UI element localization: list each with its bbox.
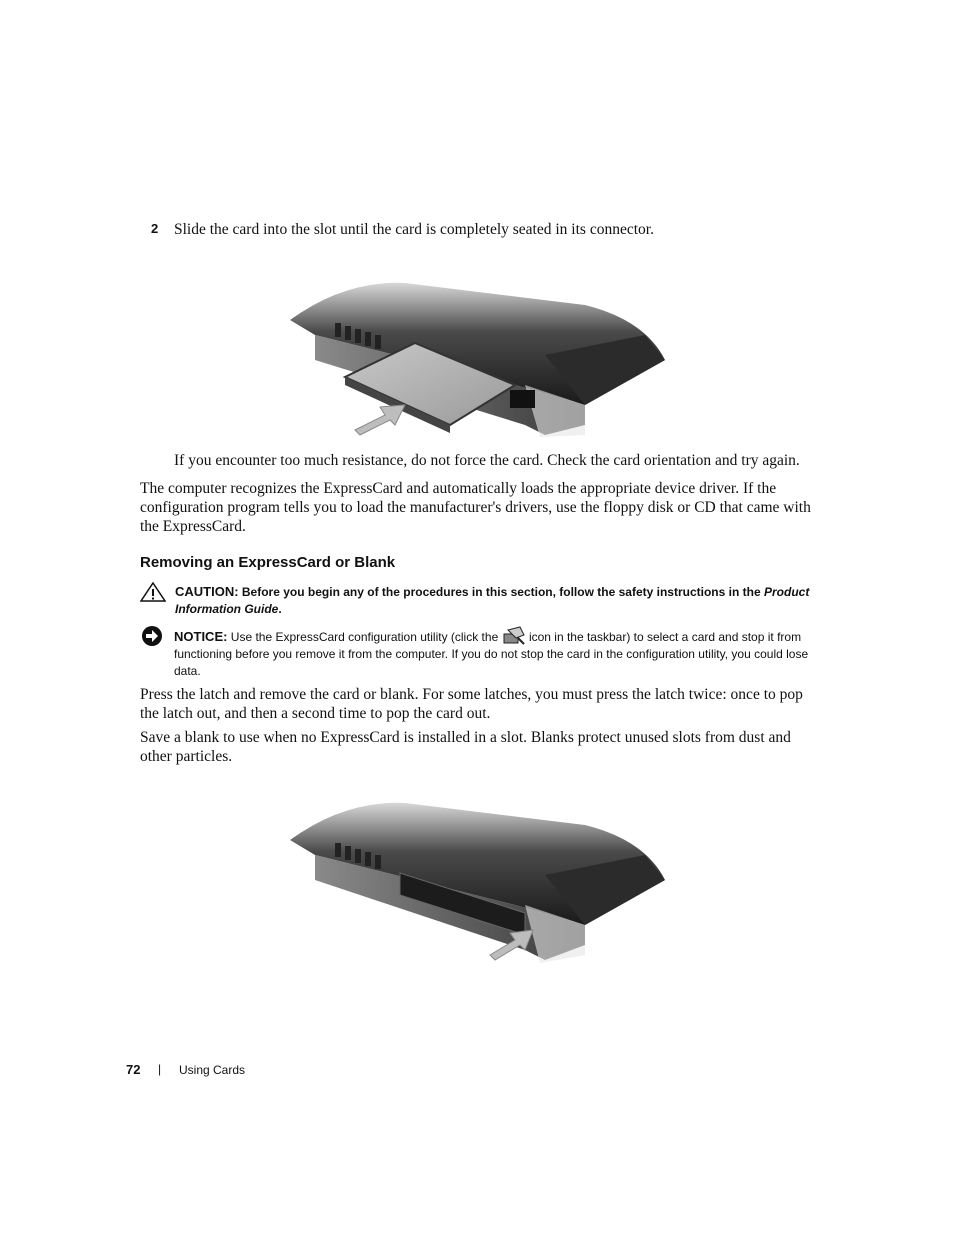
- save-blank-paragraph: Save a blank to use when no ExpressCard is installed in a slot. Blanks protect unused slots from dust and other particles.: [140, 729, 791, 765]
- resistance-note: If you encounter too much resistance, do not force the card. Check the card orientation and try again.: [174, 452, 800, 469]
- caution-guide-title: Product Information Guide: [175, 585, 810, 616]
- notice-text-end: icon in the taskbar) to select a card and stop it from functioning before you remove it from the computer. If you do not stop the card in the configuration utility, you could lose data.: [174, 630, 809, 678]
- notice-label: NOTICE:: [174, 629, 228, 644]
- footer-section: Using Cards: [179, 1063, 246, 1077]
- caution-block: [175, 583, 815, 618]
- recognize-paragraph: The computer recognizes the ExpressCard and automatically loads the appropriate device driver. If the configuration program tells you to load the manufacturer's drivers, use the floppy disk or CD that came with the ExpressCard.: [140, 480, 811, 535]
- caution-text: Before you begin any of the procedures in this section, follow the safety instructions in the: [241, 585, 761, 599]
- notice-block: [174, 626, 814, 680]
- notice-arrow-icon: [141, 625, 163, 647]
- section-heading: Removing an ExpressCard or Blank: [140, 554, 396, 571]
- page-number: 72: [126, 1062, 141, 1077]
- step-number: 2: [151, 221, 159, 236]
- footer-separator: |: [158, 1062, 162, 1076]
- insert-card-illustration: [285, 275, 675, 445]
- caution-triangle-icon: [140, 582, 166, 602]
- card-utility-icon: [502, 626, 526, 646]
- caution-end: .: [278, 602, 282, 616]
- press-latch-paragraph: Press the latch and remove the card or blank. For some latches, you must press the latch twice: once to pop the latch out, and then a second time to pop the card out.: [140, 686, 803, 722]
- remove-card-illustration: [285, 795, 675, 965]
- caution-label: CAUTION:: [175, 584, 239, 599]
- step-text: Slide the card into the slot until the card is completely seated in its connector.: [174, 221, 654, 238]
- notice-text-start: Use the ExpressCard configuration utility (click the: [230, 630, 499, 644]
